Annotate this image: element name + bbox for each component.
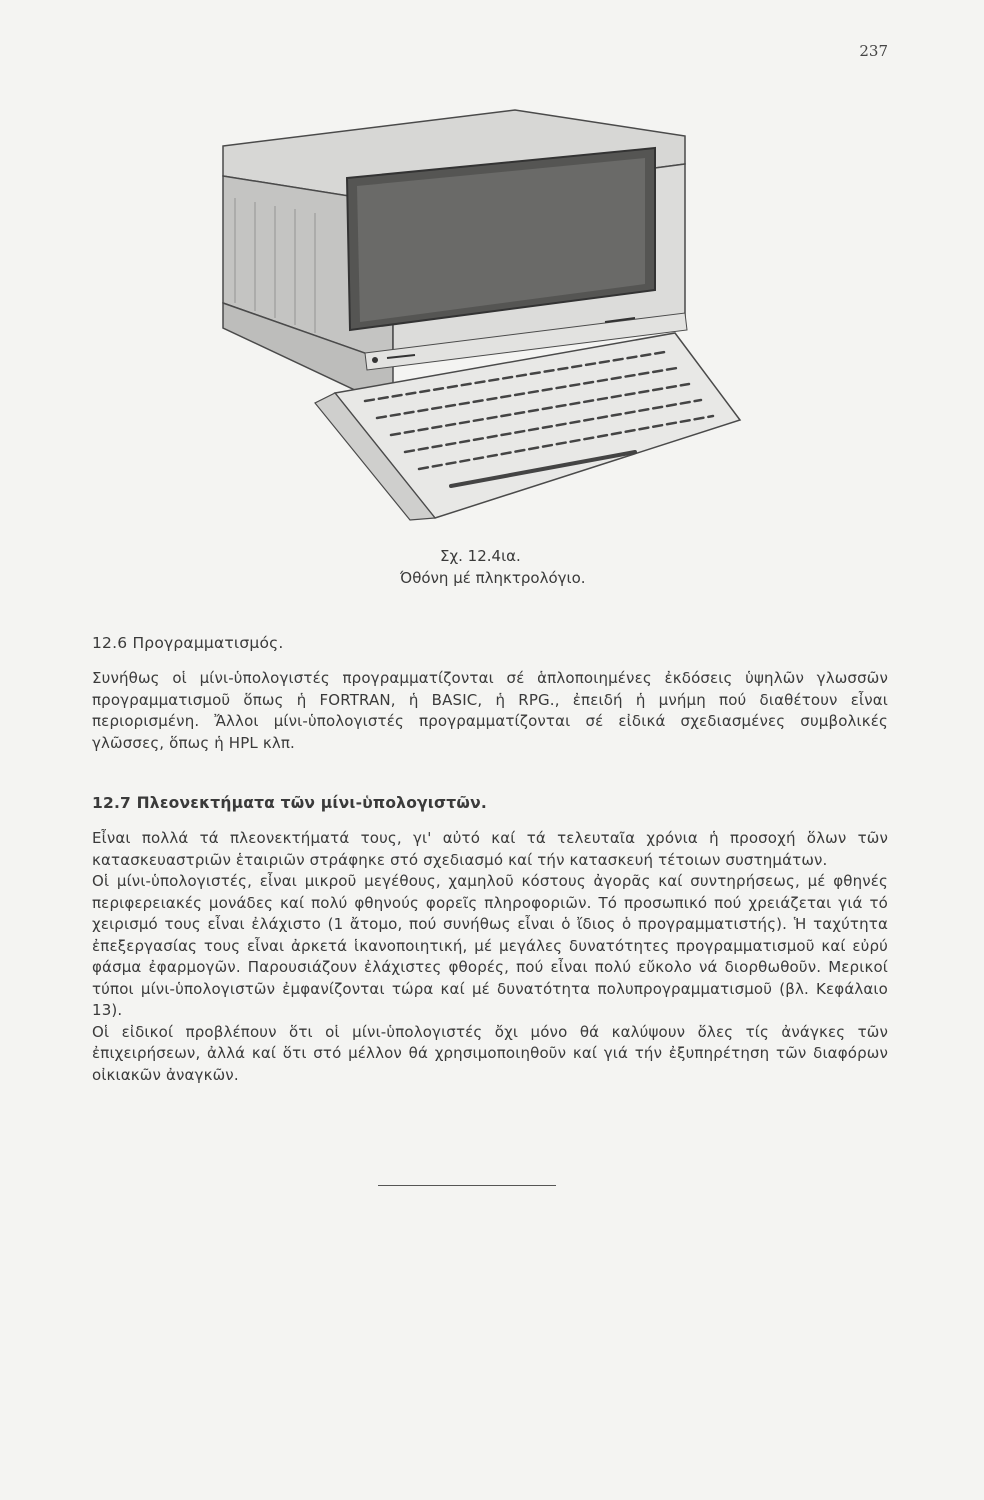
power-indicator-icon (372, 357, 378, 363)
section-heading: 12.7 Πλεονεκτήματα τῶν μίνι-ὑπολογιστῶν. (92, 794, 487, 812)
section-programming (92, 634, 888, 754)
section-paragraph: Εἶναι πολλά τά πλεονεκτήματά τους, γι' αὐτό καί τά τελευταῖα χρόνια ἡ προσοχή ὅλων τῶν κατασκευαστριῶν ἑταιριῶν στράφηκε στό σχεδιασμό καί τήν κατασκευή τέτοιων συστημάτων. (92, 829, 888, 869)
section-advantages (92, 794, 888, 1086)
section-paragraph: Οἱ εἰδικοί προβλέπουν ὅτι οἱ μίνι-ὑπολογιστές ὄχι μόνο θά καλύψουν ὅλες τίς ἀνάγκες τῶν ἐπιχειρήσεων, ἀλλά καί ὅτι στό μέλλον θά χρησιμοποιηθοῦν καί γιά τήν ἐξυπηρέτηση τῶν διαφόρων οἰκιακῶν ἀναγκῶν. (92, 1022, 888, 1084)
figure-caption (400, 545, 660, 589)
section-paragraph: Οἱ μίνι-ὑπολογιστές, εἶναι μικροῦ μεγέθους, χαμηλοῦ κόστους ἀγορᾶς καί συντηρήσεως, μέ φθηνές περιφερειακές μονάδες καί πολύ φθηνούς φορεῖς πληροφοριῶν. Τό προσωπικό πού χρειάζεται γιά τό χειρισμό τους εἶναι ἐλάχιστο (1 ἄτομο, πού συνήθως εἶναι ὁ ἴδιος ὁ προγραμματιστής). Ἡ ταχύτητα ἐπεξεργασίας τους εἶναι ἀρκετά ἱκανοποιητική, μέ μεγάλες δυνατότητες προγραμματισμοῦ καί εὐρύ φάσμα ἐφαρμογῶν. Παρουσιάζουν ἐλάχιστες φθορές, πού εἶναι πολύ εὔκολο νά διορθωθοῦν. Μερικοί τύποι μίνι-ὑπολογιστῶν ἐμφανίζονται τώρα καί μέ δυνατότητα πολυπρογραμματισμοῦ (βλ. Κεφάλαιο 13). (92, 872, 888, 1019)
terminal-keyboard-drawing (215, 108, 755, 528)
footnote-divider (378, 1185, 556, 1186)
figure-title: Όθόνη μέ πληκτρολόγιο. (400, 569, 586, 587)
page-number: 237 (859, 42, 888, 60)
figure-number: Σχ. 12.4ια. (440, 547, 521, 565)
figure-terminal-illustration (215, 108, 755, 528)
section-paragraph: Συνήθως οἱ μίνι-ὑπολογιστές προγραμματίζονται σέ ἁπλοποιημένες ἐκδόσεις ὑψηλῶν γλωσσῶν προγραμματισμοῦ ὅπως ἡ FORTRAN, ἡ BASIC, ἡ RPG., ἐπειδή ἡ μνήμη πού διαθέτουν εἶναι περιορισμένη. Ἄλλοι μίνι-ὑπολογιστές προγραμματίζονται σέ εἰδικά σχεδιασμένες συμβολικές γλῶσσες, ὅπως ἡ HPL κλπ. (92, 669, 888, 752)
section-heading: 12.6 Προγραμματισμός. (92, 634, 284, 652)
